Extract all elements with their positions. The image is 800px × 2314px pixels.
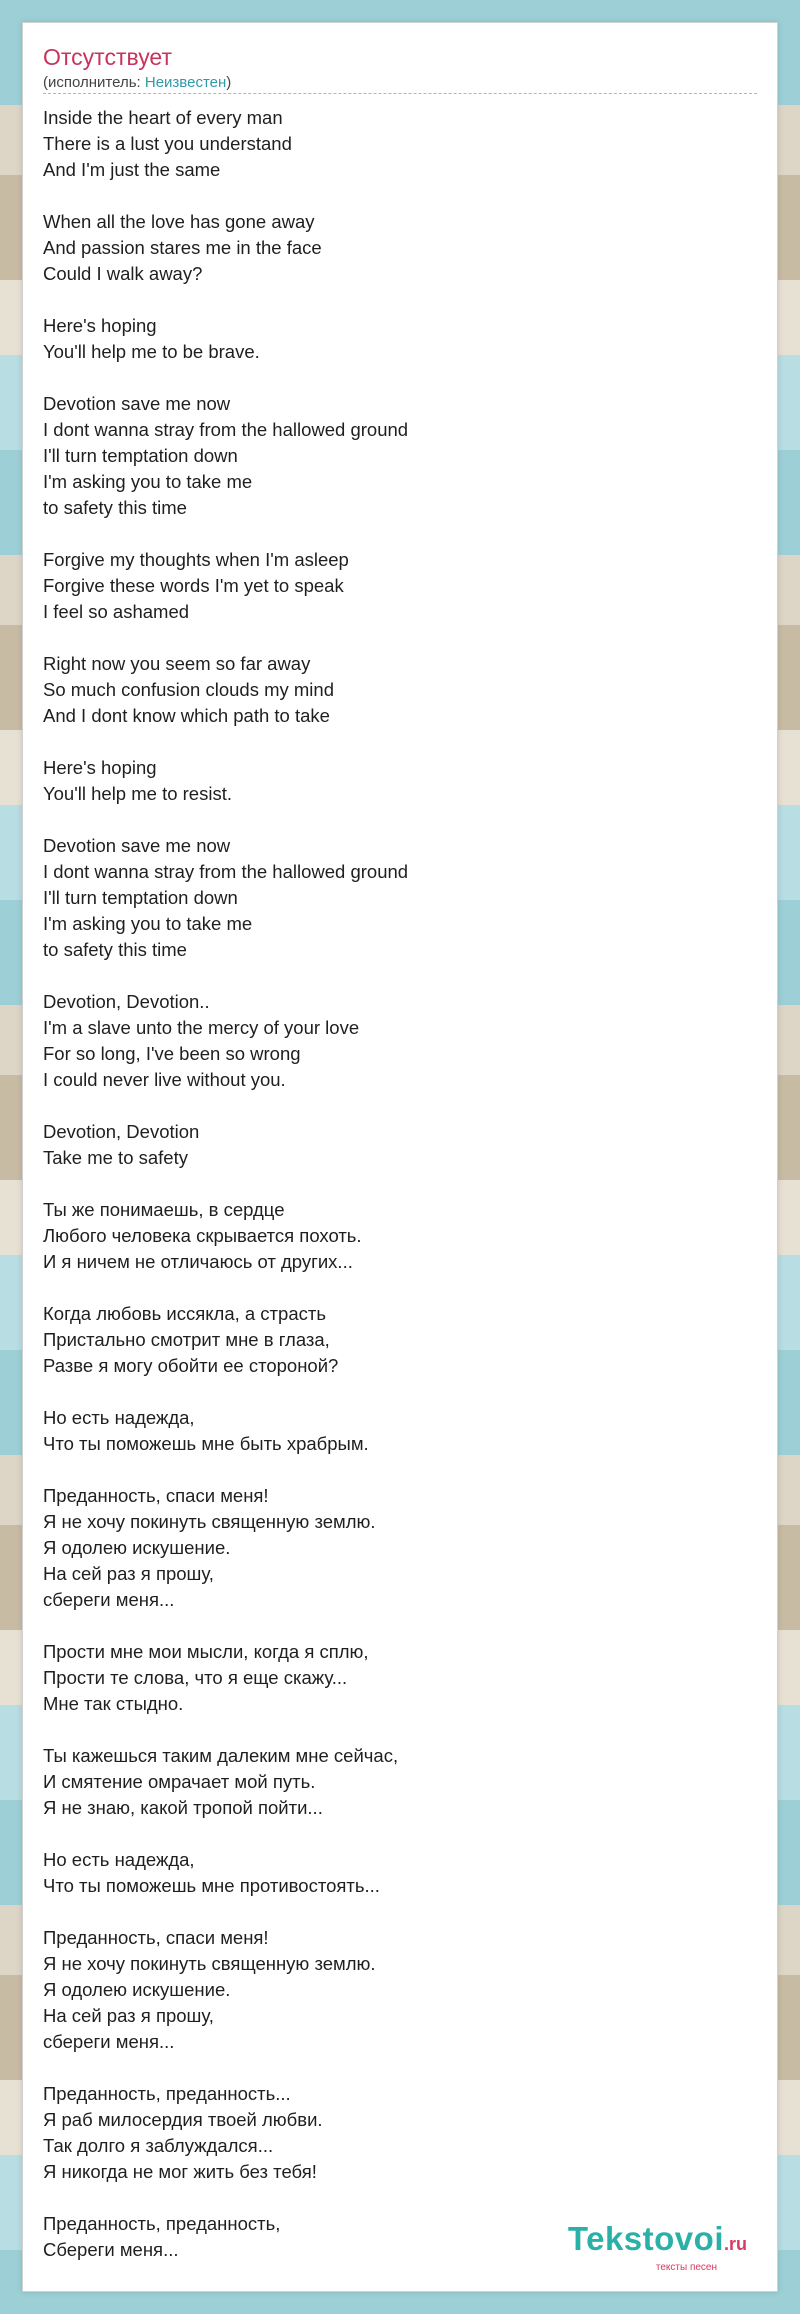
lyrics-line: to safety this time: [43, 939, 187, 960]
lyrics-line: I'm a slave unto the mercy of your love: [43, 1017, 360, 1038]
lyrics-line: Так долго я заблуждался...: [43, 2135, 274, 2156]
lyrics-line: Я не хочу покинуть священную землю.: [43, 1953, 376, 1974]
lyrics-line: сбереги меня...: [43, 2031, 175, 2052]
lyrics-line: Но есть надежда,: [43, 1849, 195, 1870]
lyrics-stanza: [43, 2081, 743, 2185]
lyrics-line: сбереги меня...: [43, 1589, 175, 1610]
lyrics-line: So much confusion clouds my mind: [43, 679, 334, 700]
lyrics-line: Right now you seem so far away: [43, 653, 311, 674]
lyrics-line: There is a lust you understand: [43, 133, 292, 154]
lyrics-stanza: [43, 1847, 743, 1899]
lyrics-line: Devotion save me now: [43, 393, 231, 414]
lyrics-line: И я ничем не отличаюсь от других...: [43, 1251, 353, 1272]
lyrics-line: Forgive these words I'm yet to speak: [43, 575, 344, 596]
lyrics-line: I feel so ashamed: [43, 601, 190, 622]
logo-wordmark: [547, 2221, 747, 2262]
lyrics-stanza: [43, 1639, 743, 1717]
lyrics-line: И смятение омрачает мой путь.: [43, 1771, 316, 1792]
logo-name: Tekstovoi: [567, 2220, 724, 2257]
lyrics-line: Я одолею искушение.: [43, 1979, 231, 2000]
lyrics-line: Пристально смотрит мне в глаза,: [43, 1329, 330, 1350]
lyrics-stanza: [43, 1405, 743, 1457]
lyrics-line: Прости мне мои мысли, когда я сплю,: [43, 1641, 369, 1662]
artist-link[interactable]: Неизвестен: [144, 74, 227, 91]
lyrics-line: Devotion, Devotion: [43, 1121, 200, 1142]
lyrics-line: Прости те слова, что я еще скажу...: [43, 1667, 348, 1688]
lyrics-line: I'll turn temptation down: [43, 445, 238, 466]
lyrics-line: Преданность, преданность...: [43, 2083, 291, 2104]
lyrics-line: Я не знаю, какой тропой пойти...: [43, 1797, 323, 1818]
lyrics-line: I'm asking you to take me: [43, 913, 253, 934]
lyrics-line: Devotion, Devotion..: [43, 991, 210, 1012]
artist-suffix: ): [226, 74, 232, 91]
lyrics-line: Но есть надежда,: [43, 1407, 195, 1428]
lyrics-stanza: [43, 1301, 743, 1379]
lyrics-stanza: [43, 209, 743, 287]
lyrics-line: Я раб милосердия твоей любви.: [43, 2109, 323, 2130]
song-title: Отсутствует: [43, 44, 172, 70]
lyrics-line: And I dont know which path to take: [43, 705, 330, 726]
lyrics-line: Here's hoping: [43, 757, 157, 778]
lyrics-line: I could never live without you.: [43, 1069, 286, 1090]
song-header: [43, 43, 757, 94]
lyrics-stanza: [43, 1925, 743, 2055]
lyrics-line: Я не хочу покинуть священную землю.: [43, 1511, 376, 1532]
lyrics-line: Преданность, спаси меня!: [43, 1927, 269, 1948]
lyrics-line: Сбереги меня...: [43, 2239, 179, 2260]
lyrics-line: Ты же понимаешь, в сердце: [43, 1199, 285, 1220]
lyrics-line: Forgive my thoughts when I'm asleep: [43, 549, 349, 570]
lyrics-line: Devotion save me now: [43, 835, 231, 856]
artist-prefix: (исполнитель:: [43, 74, 145, 91]
lyrics-stanza: [43, 833, 743, 963]
lyrics-line: I dont wanna stray from the hallowed ground: [43, 861, 409, 882]
lyrics-line: Here's hoping: [43, 315, 157, 336]
lyrics-stanza: [43, 1119, 743, 1171]
lyrics-stanza: [43, 989, 743, 1093]
lyrics-line: You'll help me to be brave.: [43, 341, 260, 362]
lyrics-line: Take me to safety: [43, 1147, 188, 1168]
lyrics-line: You'll help me to resist.: [43, 783, 232, 804]
lyrics-line: Когда любовь иссякла, а страсть: [43, 1303, 326, 1324]
lyrics-stanza: [43, 313, 743, 365]
site-logo[interactable]: [547, 2221, 747, 2271]
lyrics-line: Разве я могу обойти ее стороной?: [43, 1355, 339, 1376]
lyrics-line: I dont wanna stray from the hallowed ground: [43, 419, 409, 440]
lyrics-line: Я одолею искушение.: [43, 1537, 231, 1558]
lyrics-stanza: [43, 755, 743, 807]
lyrics-line: I'm asking you to take me: [43, 471, 253, 492]
lyrics-card: [22, 22, 778, 2292]
lyrics-line: Что ты поможешь мне противостоять...: [43, 1875, 380, 1896]
lyrics-line: When all the love has gone away: [43, 211, 315, 232]
lyrics-line: Could I walk away?: [43, 263, 203, 284]
lyrics-line: Преданность, преданность,: [43, 2213, 281, 2234]
lyrics-body: [43, 105, 743, 2289]
lyrics-line: And I'm just the same: [43, 159, 221, 180]
lyrics-line: Что ты поможешь мне быть храбрым.: [43, 1433, 369, 1454]
lyrics-line: Мне так стыдно.: [43, 1693, 184, 1714]
lyrics-line: Я никогда не мог жить без тебя!: [43, 2161, 317, 2182]
lyrics-stanza: [43, 1743, 743, 1821]
lyrics-line: Преданность, спаси меня!: [43, 1485, 269, 1506]
lyrics-line: Inside the heart of every man: [43, 107, 283, 128]
lyrics-line: to safety this time: [43, 497, 187, 518]
lyrics-stanza: [43, 547, 743, 625]
lyrics-line: For so long, I've been so wrong: [43, 1043, 301, 1064]
lyrics-line: На сей раз я прошу,: [43, 1563, 214, 1584]
logo-tagline: тексты песен: [655, 2262, 717, 2273]
lyrics-line: I'll turn temptation down: [43, 887, 238, 908]
logo-tld: .ru: [723, 2234, 747, 2254]
lyrics-line: And passion stares me in the face: [43, 237, 322, 258]
lyrics-line: Любого человека скрывается похоть.: [43, 1225, 362, 1246]
lyrics-line: Ты кажешься таким далеким мне сейчас,: [43, 1745, 399, 1766]
artist-line: [43, 73, 757, 93]
lyrics-line: На сей раз я прошу,: [43, 2005, 214, 2026]
lyrics-stanza: [43, 391, 743, 521]
lyrics-stanza: [43, 105, 743, 183]
lyrics-stanza: [43, 651, 743, 729]
lyrics-stanza: [43, 1483, 743, 1613]
lyrics-stanza: [43, 1197, 743, 1275]
